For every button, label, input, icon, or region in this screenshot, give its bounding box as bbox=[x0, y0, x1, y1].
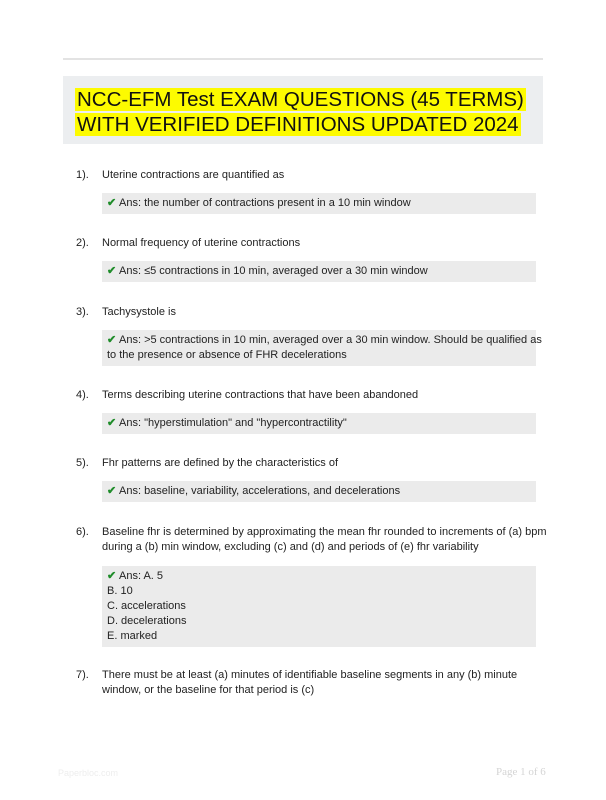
top-rule bbox=[63, 58, 543, 60]
answer-line: Ans: "hyperstimulation" and "hypercontractility" bbox=[119, 417, 347, 429]
document-title bbox=[63, 76, 543, 144]
page-number: Page 1 of 6 bbox=[496, 766, 546, 778]
check-icon: ✔ bbox=[107, 485, 117, 497]
question-text bbox=[102, 668, 542, 698]
question-number: 5). bbox=[76, 457, 89, 469]
question-number: 1). bbox=[76, 169, 89, 181]
question-text-line: window, or the baseline for that period is (c) bbox=[102, 684, 315, 696]
check-icon: ✔ bbox=[107, 197, 117, 209]
answer-box bbox=[102, 481, 536, 502]
question-number: 6). bbox=[76, 526, 89, 538]
answer-line: Ans: the number of contractions present in a 10 min window bbox=[119, 197, 411, 209]
question-text: Uterine contractions are quantified as bbox=[102, 169, 285, 181]
question-number: 4). bbox=[76, 389, 89, 401]
answer-line: C. accelerations bbox=[107, 600, 186, 612]
question-text-line: There must be at least (a) minutes of identifiable baseline segments in any (b) minute bbox=[102, 669, 518, 681]
check-icon: ✔ bbox=[107, 417, 117, 429]
answer-box bbox=[102, 261, 536, 282]
check-icon: ✔ bbox=[107, 570, 117, 582]
title-line-2: WITH VERIFIED DEFINITIONS UPDATED 2024 bbox=[77, 113, 519, 136]
answer-box bbox=[102, 330, 542, 366]
question-text-line: during a (b) min window, excluding (c) and (d) and periods of (e) fhr variability bbox=[102, 541, 479, 553]
answer-line: Ans: baseline, variability, accelerations, and decelerations bbox=[119, 485, 401, 497]
answer-box bbox=[102, 193, 536, 214]
question-number: 7). bbox=[76, 669, 89, 681]
answer-box bbox=[102, 566, 536, 647]
check-icon: ✔ bbox=[107, 265, 117, 277]
answer-line: to the presence or absence of FHR decelerations bbox=[107, 349, 347, 361]
question-text bbox=[102, 525, 547, 555]
check-icon: ✔ bbox=[107, 334, 117, 346]
question-text: Fhr patterns are defined by the characteristics of bbox=[102, 457, 339, 469]
question-text-line: Baseline fhr is determined by approximating the mean fhr rounded to increments of (a) bpm bbox=[102, 526, 547, 538]
answer-line: Ans: ≤5 contractions in 10 min, averaged over a 30 min window bbox=[119, 265, 428, 277]
question-number: 2). bbox=[76, 237, 89, 249]
title-line-1: NCC-EFM Test EXAM QUESTIONS (45 TERMS) bbox=[77, 88, 524, 111]
question-text: Normal frequency of uterine contractions bbox=[102, 237, 301, 249]
question-number: 3). bbox=[76, 306, 89, 318]
answer-box bbox=[102, 413, 536, 434]
question-text: Tachysystole is bbox=[102, 306, 176, 318]
footer-watermark: Paperbloc.com bbox=[58, 768, 119, 778]
answer-line: E. marked bbox=[107, 630, 158, 642]
answer-line: Ans: >5 contractions in 10 min, averaged over a 30 min window. Should be qualified as bbox=[119, 334, 542, 346]
question-text: Terms describing uterine contractions that have been abandoned bbox=[102, 389, 419, 401]
answer-line: B. 10 bbox=[107, 585, 133, 597]
answer-line: Ans: A. 5 bbox=[119, 570, 164, 582]
answer-line: D. decelerations bbox=[107, 615, 187, 627]
